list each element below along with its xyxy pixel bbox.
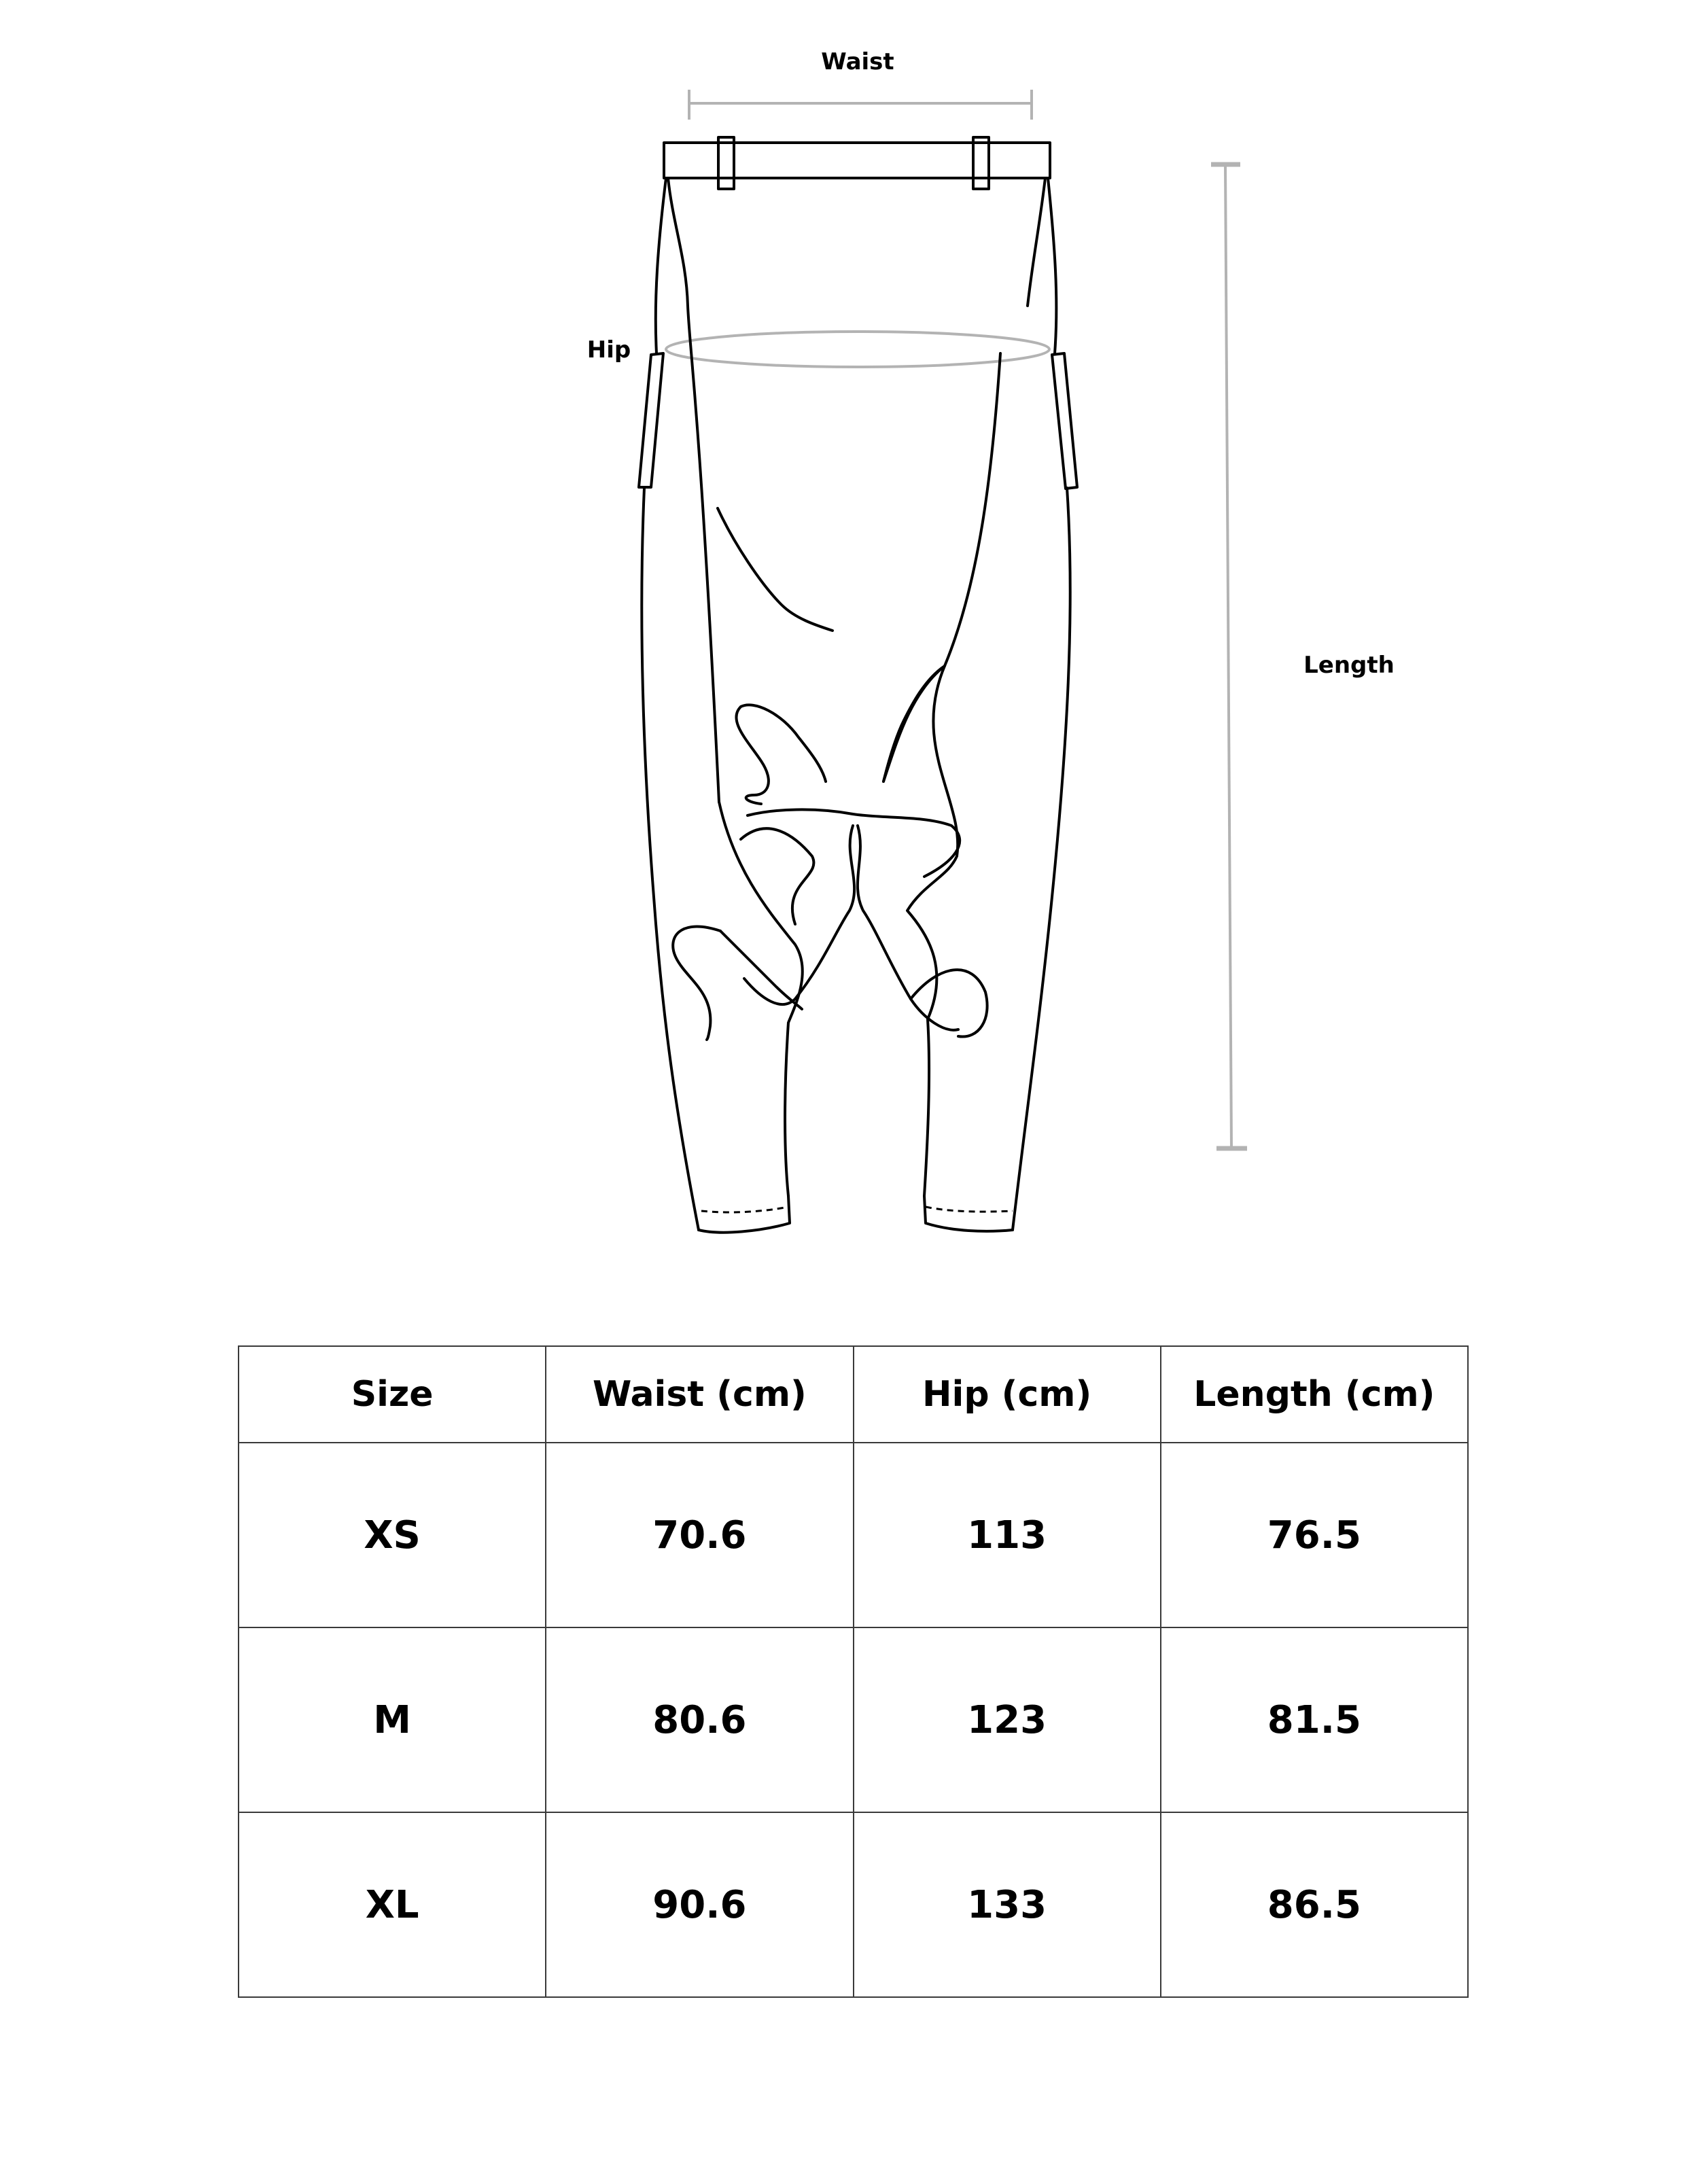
table-row xyxy=(239,1627,1468,1812)
cell-length: 76.5 xyxy=(1161,1443,1468,1627)
belt-loop-left xyxy=(718,137,734,189)
waistband xyxy=(664,143,1050,178)
cell-length: 86.5 xyxy=(1161,1812,1468,1997)
table-row xyxy=(239,1812,1468,1997)
hip-label: Hip xyxy=(586,336,631,364)
waist-measure-line xyxy=(689,90,1032,120)
cell-waist: 70.6 xyxy=(546,1443,853,1627)
cell-hip: 113 xyxy=(854,1443,1161,1627)
pocket-right xyxy=(1052,353,1077,489)
cell-waist: 80.6 xyxy=(546,1627,853,1812)
length-measure-line xyxy=(1211,164,1247,1148)
cell-size: XS xyxy=(239,1443,546,1627)
header-size: Size xyxy=(239,1346,546,1443)
header-hip: Hip (cm) xyxy=(854,1346,1161,1443)
cell-length: 81.5 xyxy=(1161,1627,1468,1812)
pants-outline xyxy=(639,137,1077,1233)
outer-seam-right xyxy=(1013,178,1070,1230)
header-length: Length (cm) xyxy=(1161,1346,1468,1443)
cell-size: XL xyxy=(239,1812,546,1997)
cell-hip: 123 xyxy=(854,1627,1161,1812)
belt-loop-right xyxy=(973,137,989,189)
cell-hip: 133 xyxy=(854,1812,1161,1997)
size-chart-table xyxy=(238,1345,1469,1998)
table-row xyxy=(239,1443,1468,1627)
hip-measure-ellipse xyxy=(666,332,1049,367)
waist-label: Waist xyxy=(821,48,894,75)
header-waist: Waist (cm) xyxy=(546,1346,853,1443)
length-label: Length xyxy=(1303,652,1395,679)
hem-stitching xyxy=(701,1207,1013,1212)
cell-size: M xyxy=(239,1627,546,1812)
hem-right xyxy=(924,1196,1013,1231)
pocket-left xyxy=(639,353,663,487)
table-header-row xyxy=(239,1346,1468,1443)
cell-waist: 90.6 xyxy=(546,1812,853,1997)
hem-left xyxy=(699,1196,790,1233)
